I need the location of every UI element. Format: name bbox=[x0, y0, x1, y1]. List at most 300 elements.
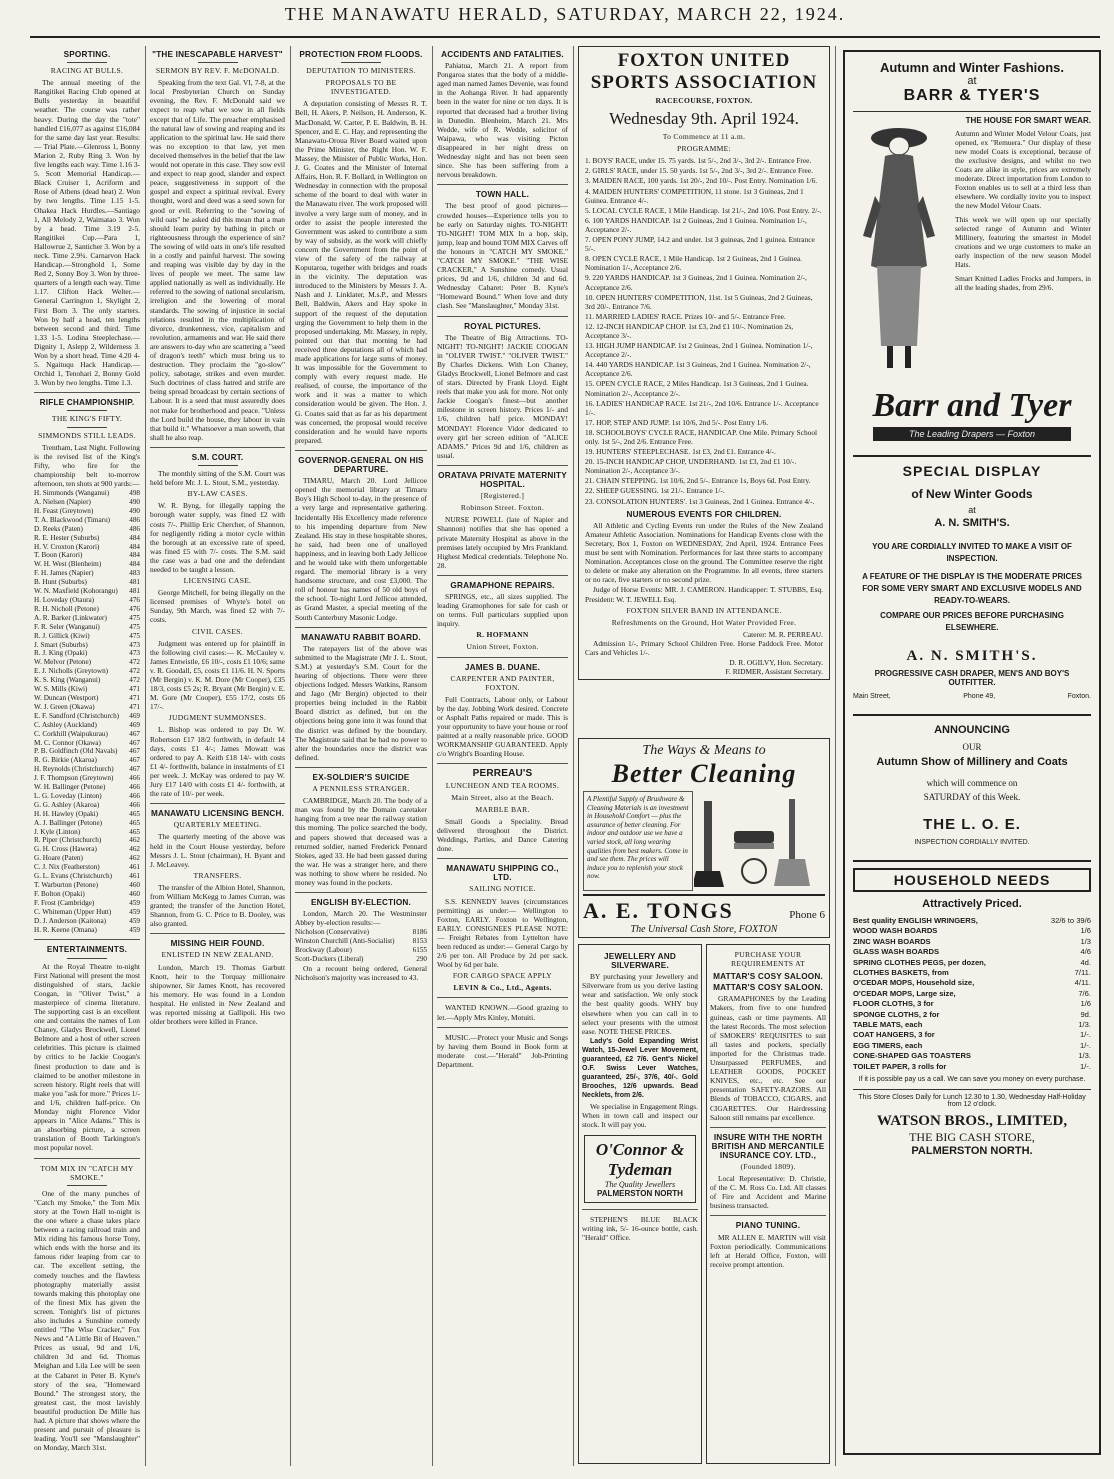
oconnor-name: O'Connor & Tydeman bbox=[595, 1139, 685, 1179]
smith-foxton: Foxton. bbox=[1067, 693, 1091, 700]
column-divider bbox=[835, 46, 836, 1466]
column-floods bbox=[295, 46, 427, 1466]
shooter-name: H. Loveday (Otaura) bbox=[34, 596, 95, 604]
shooter-name: C. J. Nix (Featherston) bbox=[34, 863, 100, 872]
shooter-row bbox=[34, 810, 140, 819]
needs-item-name: WOOD WASH BOARDS bbox=[853, 926, 938, 936]
shooter-row bbox=[34, 908, 140, 917]
levin-agents: LEVIN & Co., Ltd., Agents. bbox=[453, 983, 552, 993]
announcing-heading: ANNOUNCING bbox=[934, 724, 1010, 736]
programme-item: 18. SCHOOLBOYS' CYCLE RACE, HANDICAP. One Mile. Primary School only. 1st 5/-, 2nd 2/6. Entrance Free. bbox=[585, 427, 818, 446]
shooter-name: D. Reeks (Paten) bbox=[34, 524, 83, 533]
insurance-heading: INSURE WITH THE NORTH BRITISH AND MERCANTILE INSURANCE COY. LTD., bbox=[711, 1132, 825, 1160]
shooter-row bbox=[34, 516, 140, 525]
rule bbox=[198, 465, 238, 466]
draper-text: PROGRESSIVE CASH DRAPER, MEN'S AND BOY'S OUTFITTER. bbox=[874, 669, 1070, 687]
candidate-value: 290 bbox=[416, 955, 427, 964]
judgment-heading: JUDGMENT SUMMONSES. bbox=[168, 713, 267, 723]
programme-item: 12. 12-INCH HANDICAP CHOP. 1st £3, 2nd £1 10/-. Nomination 2s, Acceptance 3/-. bbox=[585, 321, 794, 340]
sermon-subheading: SERMON BY REV. F. McDONALD. bbox=[155, 66, 280, 76]
piano-copy: MR ALLEN E. MARTIN will visit Foxton periodically. Communications left at Herald Office, Foxton, will receive prompt attention. bbox=[710, 1232, 826, 1269]
shooter-value: 486 bbox=[129, 524, 140, 533]
licensing-bench-heading: MANAWATU LICENSING BENCH. bbox=[150, 809, 285, 819]
programme-item: 19. HUNTERS' STEEPLECHASE. 1st £3, 2nd £1. Entrance 4/-. bbox=[585, 447, 776, 457]
barr-tyer-column bbox=[843, 50, 1101, 1455]
rule bbox=[198, 62, 238, 63]
shooter-value: 467 bbox=[129, 738, 140, 747]
velour-coats-copy: Autumn and Winter Model Velour Coats, just opened, ex "Remuera." Our display of these new model Coats is exceptional, because of the exclusive designs, and whilst no two Coats are alike in style, prices are extremely moderate. Direct importation from London to Foxton enables us to sell at a third less than elsewhere. We cordially invite you to inspect the new Model Velour Coats. bbox=[955, 129, 1091, 210]
programme-item: 9. 220 YARDS HANDICAP. 1st 3 Guineas, 2nd 1 Guinea. Nomination 2/-, Acceptance 2/6. bbox=[585, 273, 807, 292]
shooter-value: 472 bbox=[129, 676, 140, 685]
better-cleaning-heading: Better Cleaning bbox=[611, 759, 797, 788]
shooter-row bbox=[34, 569, 140, 578]
separator bbox=[710, 1127, 826, 1128]
palmerston-north: PALMERSTON NORTH bbox=[597, 1188, 683, 1198]
shooter-name: R. J. Gillick (Kiwi) bbox=[34, 631, 90, 640]
programme-item: 5. LOCAL CYCLE RACE, 1 Mile Handicap. 1st 21/-, 2nd 10/6. Post Entry. 2/-. bbox=[585, 205, 822, 215]
shooter-row bbox=[34, 623, 140, 632]
shooter-name: R. Piper (Christchurch) bbox=[34, 836, 102, 845]
mattar-title-1: MATTAR'S COSY SALOON. bbox=[713, 972, 823, 982]
shooter-value: 461 bbox=[129, 872, 140, 881]
shooter-row bbox=[34, 667, 140, 676]
needs-item-value: 1/3. bbox=[1078, 1051, 1091, 1061]
shooter-row bbox=[34, 525, 140, 534]
programme-item: 1. BOYS' RACE, under 15. 75 yards. 1st 5/-, 2nd 3/-, 3rd 2/-. Entrance Free. bbox=[585, 156, 812, 166]
separator bbox=[150, 803, 285, 804]
racing-heading: RACING AT BULLS. bbox=[50, 66, 124, 76]
shooter-row bbox=[34, 828, 140, 837]
programme-item: 11. MARRIED LADIES' RACE. Prizes 10/- and 5/-. Entrance Free. bbox=[585, 311, 786, 321]
ways-means-heading: The Ways & Means to bbox=[642, 743, 766, 758]
smith-name-large: A. N. SMITH'S. bbox=[906, 648, 1038, 664]
band-text: FOXTON SILVER BAND IN ATTENDANCE. bbox=[626, 605, 782, 615]
shooter-row bbox=[34, 890, 140, 899]
needs-item-row bbox=[853, 926, 1091, 936]
shooter-value: 475 bbox=[129, 622, 140, 631]
fashion-figure-illustration bbox=[853, 116, 949, 381]
entertainments-article: At the Royal Theatre to-night First National will present the most distinguished of stars, Jackie Coogan, in "Oliver Twist," a masterpiece of cinema literature. The supporting cast is an excellent one and contains the names of Lon Chaney, Gladys Brockwell, Lionel Belmore and a host of other screen celebrities. This picture is claimed by critics to be Jackie Coogan's finest production to date and is claimed to be another milestone in screen history. Right reels that will make you "ask for more." Prices 1/- and 1/6, children half-price. On Monday night Florence Vidor appears in "Alice Adams." This is an absorbing picture, a screen translation of Booth Tarkington's most popular novel. bbox=[34, 961, 140, 1153]
gramophone-signature: R. HOFMANN bbox=[476, 630, 529, 640]
shooter-name: T. A. Blackwood (Timaru) bbox=[34, 515, 111, 524]
shooter-row bbox=[34, 614, 140, 623]
shooter-row bbox=[34, 649, 140, 658]
accidents-article: Pahiatua, March 21. A report from Pongaroa states that the body of a middle-aged man named James Devenie, was found in the Aohanga River. It had apparently been in the water for nine or ten days. It is reported that deceased had a brother living in Dunedin. Blenheim, March 21. Mrs Wedde, wife of R. Wedde, solicitor of Waipawa, who was visiting Picton disappeared in her night dress on Wednesday night and has not been seen since. She has been suffering from a nervous breakdown. bbox=[437, 61, 568, 180]
needs-item-value: 9d. bbox=[1080, 1009, 1091, 1019]
rifle-heading: RIFLE CHAMPIONSHIP. bbox=[39, 398, 135, 408]
shooters-list bbox=[34, 489, 140, 934]
shooter-value: 460 bbox=[129, 881, 140, 889]
shooter-name: J. Smart (Suburbs) bbox=[34, 640, 88, 649]
programme-item: 14. 440 YARDS HANDICAP. 1st 3 Guineas, 2nd 1 Guinea. Nomination 2/-, Acceptance 2/6. bbox=[585, 360, 811, 379]
shooter-value: 466 bbox=[129, 783, 140, 792]
shooter-name: G. G. Ashley (Akaroa) bbox=[34, 800, 100, 809]
tongs-copy: A Plentiful Supply of Brushware & Cleaning Materials is an investment in Household Comfort — plus the assurance of better cleaning. For indoor and outdoor use we have a varied stock, all long wearing qualities from best makers. Come in and see them. The prices will induce you to replenish your stock now. bbox=[583, 791, 693, 891]
missing-heir-subheading: ENLISTED IN NEW ZEALAND. bbox=[161, 950, 274, 960]
programme-item: 15. OPEN CYCLE RACE, 2 Miles Handicap. 1st 3 Guineas, 2nd 1 Guinea. Nomination 2/-, Acceptance 2/-. bbox=[585, 379, 809, 398]
candidate-row bbox=[295, 946, 427, 955]
refreshments-text: Refreshments on the Ground, Hot Water Provided Free. bbox=[611, 617, 797, 627]
candidate-name: Brockway (Labour) bbox=[295, 946, 352, 955]
judgment-article: L. Bishop was ordered to pay Dr. W. Robertson £17 18/2 forthwith, in default 14 days, costs £1 4/-; James Mowatt was ordered to pay A. Keith £18 14/- with costs £1 4/- forthwith, balance in instalments of £1 per week. J. McKay was ordered to pay W. Jury £17 14/0 with costs £1 4/- forthwith, at the rate of 10/- per week. bbox=[150, 725, 285, 799]
needs-item-value: 32/6 to 39/6 bbox=[1050, 916, 1091, 925]
programme-item: 22. SHEEP GUESSING. 1st 21/-. Entrance 1/-. bbox=[585, 486, 725, 496]
shooter-row bbox=[34, 836, 140, 845]
separator bbox=[437, 858, 568, 859]
kings-fifty-heading: THE KING'S FIFTY. bbox=[51, 414, 123, 424]
separator bbox=[582, 1209, 698, 1210]
needs-item-value: 1/6 bbox=[1080, 926, 1091, 936]
shooter-value: 472 bbox=[129, 658, 140, 667]
smcourt-intro: The monthly sitting of the S.M. Court was held before Mr. J. L. Stout, S.M., yesterday. bbox=[150, 469, 285, 488]
shooter-value: 466 bbox=[129, 791, 140, 800]
shooter-name: B. Hunt (Suburbs) bbox=[34, 578, 87, 587]
millinery-copy: This week we will open up our specially selected range of Autumn and Winter Millinery, featuring the smartest in Model creations and we urge customers to make an early inspection of the new season Model Hats. bbox=[955, 215, 1091, 269]
shooter-name: F. Frost (Cambridge) bbox=[34, 898, 95, 907]
programme-item: 4. MAIDEN HUNTERS' COMPETITION, 11 stone. 1st 3 Guineas, 2nd 1 Guinea. Entrance 4/-. bbox=[585, 186, 804, 205]
floods-subheading-2: PROPOSALS TO BE INVESTIGATED. bbox=[325, 78, 397, 97]
rules-text: All Athletic and Cycling Events run under the Rules of the New Zealand Amateur Athletic Association. Nominations for Handicap Events close with the Secretary, Box 1, Foxton on WEDNESDAY, 2nd April, 1924. Entrance Fees must be sent with Nomination. Performances for last three starts to accompany Nomination. Acceptances close on the ground. The Committee reserve the right to delete or make any alteration on the Programme. In all events, three starters or no race, five starters or no second prize. bbox=[585, 520, 823, 585]
needs-item-row bbox=[853, 958, 1091, 968]
licensing-heading: LICENSING CASE. bbox=[183, 576, 252, 586]
racecourse-label: RACECOURSE, FOXTON. bbox=[655, 96, 753, 105]
shooter-row bbox=[34, 926, 140, 935]
perreau-address: Main Street, also at the Beach. bbox=[451, 792, 554, 802]
shooter-row bbox=[34, 819, 140, 828]
shipping-subheading: SAILING NOTICE. bbox=[469, 884, 536, 894]
candidate-row bbox=[295, 937, 427, 946]
autumn-show-heading: Autumn Show of Millinery and Coats bbox=[876, 756, 1068, 768]
shooter-row bbox=[34, 676, 140, 685]
rule bbox=[853, 111, 1091, 112]
shooter-row bbox=[34, 739, 140, 748]
shooter-name: H. R. Keene (Omana) bbox=[34, 925, 97, 934]
needs-item-name: ZINC WASH BOARDS bbox=[853, 936, 931, 946]
mop-handle-icon bbox=[789, 799, 795, 859]
candidate-row bbox=[295, 928, 427, 937]
perreau-heading: PERREAU'S bbox=[472, 768, 533, 780]
needs-item-row bbox=[853, 916, 1091, 926]
shooter-row bbox=[34, 845, 140, 854]
shooter-name: W. H. West (Blenheim) bbox=[34, 560, 102, 569]
shooter-row bbox=[34, 605, 140, 614]
needs-item-value: 1/-. bbox=[1080, 1030, 1091, 1040]
shooter-name: W. N. Maxfield (Kohorangu) bbox=[34, 587, 118, 596]
shooter-row bbox=[34, 863, 140, 872]
needs-item-value: 1/6 bbox=[1080, 999, 1091, 1009]
needs-item-row bbox=[853, 999, 1091, 1009]
needs-item-name: COAT HANGERS, 3 for bbox=[853, 1030, 935, 1040]
sporting-heading: SPORTING. bbox=[63, 50, 111, 59]
watson-name: WATSON BROS., LIMITED, bbox=[876, 1113, 1068, 1130]
shooter-name: C. Ashley (Auckland) bbox=[34, 720, 97, 729]
column-divider bbox=[432, 46, 433, 1466]
shooter-value: 486 bbox=[129, 515, 140, 524]
sports-association-ad bbox=[578, 46, 830, 680]
programme-item: 3. MAIDEN RACE, 100 yards. 1st 20/-, 2nd 10/-. Post Entry. Nomination 1/6. bbox=[585, 176, 818, 186]
closing-hours: This Store Closes Daily for Lunch 12.30 to 1.30, Wednesday Half-Holiday from 12 o'clock. bbox=[853, 1089, 1091, 1108]
licensing-bench-article: The quarterly meeting of the above was held in the Court House yesterday, before Messrs J. L. Stout (chairman), H. Byant and J. McLeavey. bbox=[150, 832, 285, 869]
needs-item-row bbox=[853, 978, 1091, 988]
engagement-rings: We specialise in Engagement Rings. When in town call and inspect our stock. It will pay you. bbox=[582, 1101, 698, 1129]
inspection-invited: INSPECTION CORDIALLY INVITED. bbox=[914, 839, 1030, 846]
attractively-priced: Attractively Priced. bbox=[922, 898, 1022, 910]
shooter-value: 469 bbox=[129, 711, 140, 720]
shooter-name: L. G. Loveday (Linton) bbox=[34, 791, 102, 800]
needs-item-name: CLOTHES BASKETS, from bbox=[853, 968, 949, 978]
shooter-row bbox=[34, 721, 140, 730]
needs-item-value: 1/3. bbox=[1078, 1020, 1091, 1030]
shooter-value: 459 bbox=[129, 925, 140, 934]
rule bbox=[67, 958, 107, 959]
separator bbox=[437, 1027, 568, 1028]
shooter-name: H. H. Hawley (Opaki) bbox=[34, 809, 99, 818]
hon-secretary: D. R. OGILVY, Hon. Secretary. bbox=[729, 658, 823, 668]
shooter-name: P. B. Goldfinch (Old Navals) bbox=[34, 747, 118, 756]
shooter-row bbox=[34, 596, 140, 605]
tongs-body bbox=[583, 791, 825, 891]
floods-article: A deputation consisting of Messrs R. T. Bell, H. Akers, P. Neilson, H. Anderson, K. MacDonald, W. Carter, P. E. Baldwin, B. H. Spencer, and E. C. Hay, and representing the Manawatu-Oroua River Board waited upon the Prime Minister, the Right Hon. W. F. Massey, the Minister of Public Works, Hon. J. G. Coates and the Minister of Internal Affairs, Hon. R. F. Bollard, in Wellington on Wednesday in connection with the proposal scheme of the board to deal with water in the Manawatu river. The work proposed will involve a very large sum of money, and in order to assist the people interested the Government was asked to contribute a sum by way of subsidy, as the work will chiefly concern the Government from the point of view of the safety of the railway at Koputaroa, together with bridges and roads in the vicinity. The deputation was introduced to the Ministers by Messrs J. A. Nash and J. Linklater, M.s.P., and Messrs Bell, Baldwin, Akers and Hay spoke in support of the request of the deputation urging the Government to help them in the proposed undertaking. Mr. Massey, in reply, pointed out that that morning he had received three deputations all of which had made applications for large sums of money. It was impossible for the Government to comply with every request made. He realised, of course, the importance of the work and it was a matter to which consideration would be given. The Hon. J. G. Coates said that as far as his department was concerned, the proposal would receive consideration and he would have reports prepared. bbox=[295, 99, 427, 445]
separator bbox=[710, 1215, 826, 1216]
shipping-heading: MANAWATU SHIPPING CO., LTD. bbox=[446, 864, 559, 883]
shooter-value: 467 bbox=[129, 756, 140, 765]
loe-name: THE L. O. E. bbox=[923, 816, 1021, 833]
civil-article: Judgment was entered up for plaintiff in the following civil cases:— K. McCauley v. James Entwistle, £6 10/-, costs £1 10/6; same v. R. Goodall, £5, costs £1 11/6. H. N. Sports (Mr Bergin) v. K. M. Dore (Mr Cooper), £35 18/3, costs £5 2s; R. Bryant (Mr Bergin) v. E. M. Gore (Mr Cooper), £55 17/2, costs £6 17/-. bbox=[150, 638, 285, 712]
shooter-row bbox=[34, 578, 140, 587]
separator bbox=[437, 575, 568, 576]
perreau-subheading: LUNCHEON AND TEA ROOMS. bbox=[445, 780, 560, 790]
event-date: Wednesday 9th. April 1924. bbox=[609, 109, 799, 129]
harvest-heading: "THE INESCAPABLE HARVEST" bbox=[152, 50, 283, 59]
shooter-row bbox=[34, 783, 140, 792]
asst-secretary: F. RIDMER, Assistant Secretary. bbox=[725, 667, 823, 677]
shooter-value: 459 bbox=[129, 916, 140, 925]
civil-heading: CIVIL CASES. bbox=[192, 626, 243, 636]
shooter-name: R. G. Birkie (Akaroa) bbox=[34, 756, 97, 765]
rule bbox=[67, 1185, 107, 1186]
needs-item-name: O'CEDAR MOPS, Large size, bbox=[853, 988, 956, 998]
entertainments-heading: ENTERTAINMENTS. bbox=[46, 945, 128, 955]
column-sporting bbox=[34, 46, 140, 1466]
big-cash-store: THE BIG CASH STORE, bbox=[909, 1130, 1035, 1145]
shooter-row bbox=[34, 534, 140, 543]
transfers-article: The transfer of the Albion Hotel, Shannon, from William McKegg to James Curran, was granted; the transfer of the Junction Hotel, Shannon, from G. C. Price to B. Dooley, was also granted. bbox=[150, 882, 285, 929]
gramophone-heading: GRAMAPHONE REPAIRS. bbox=[450, 580, 555, 590]
face-icon bbox=[889, 137, 909, 155]
programme-item: 21. CHAIN STEPPING. 1st 10/6, 2nd 5/-. Entrance 1s, Boys 6d. Post Entry. bbox=[585, 476, 811, 486]
rifle-intro: Trentham, Last Night. Following is the revised list of the King's Fifty, who fire for the championship belt to-morrow afternoon, ten shots at 900 yards:— bbox=[34, 442, 140, 489]
insurance-copy: Local Representative: D. Christie, of the C. M. Ross Co. Ltd. All classes of Fire and Accident and Marine business transacted. bbox=[710, 1174, 826, 1211]
shooter-value: 484 bbox=[129, 560, 140, 569]
shooter-value: 467 bbox=[129, 765, 140, 774]
shooter-value: 484 bbox=[129, 542, 140, 551]
shooter-row bbox=[34, 917, 140, 926]
shooter-name: H. Simmonds (Wanganui) bbox=[34, 489, 110, 498]
caterer-text: Caterer: M. R. PERREAU. bbox=[742, 629, 823, 639]
shooter-row bbox=[34, 489, 140, 498]
shooter-name: R. E. Hester (Suburbs) bbox=[34, 533, 100, 542]
tongs-ad bbox=[578, 738, 830, 938]
byelection-intro: London, March 20. The Westminster Abbey by-election results:— bbox=[295, 909, 427, 928]
needs-item-name: EGG TIMERS, each bbox=[853, 1040, 923, 1050]
barr-tyer-script-logo: Barr and Tyer bbox=[872, 387, 1072, 424]
gramophone-address: Union Street, Foxton. bbox=[466, 642, 539, 652]
broom-head-icon bbox=[694, 871, 724, 887]
quality-jewellers: The Quality Jewellers bbox=[604, 1179, 676, 1189]
leading-drapers-banner: The Leading Drapers — Foxton bbox=[873, 427, 1071, 441]
needs-item-value: 1/-. bbox=[1080, 1061, 1091, 1071]
duane-heading: JAMES B. DUANE. bbox=[464, 662, 541, 672]
needs-item-name: TABLE MATS, each bbox=[853, 1020, 923, 1030]
needs-item-row bbox=[853, 968, 1091, 978]
shooter-row bbox=[34, 543, 140, 552]
separator bbox=[34, 939, 140, 940]
shooter-value: 465 bbox=[129, 809, 140, 818]
mattar-ad bbox=[706, 944, 830, 1464]
shooter-name: F. Bolton (Opaki) bbox=[34, 889, 85, 898]
shooter-name: W. Melvor (Petone) bbox=[34, 658, 92, 667]
needs-list bbox=[853, 916, 1091, 1072]
jewellery-copy: BY purchasing your Jewellery and Silverware from us you derive lasting wear and satisfaction. We only stock the best quality goods. WHY buy elsewhere when you can call in to select your presents with the utmost ease. NOTE THESE PRICES. bbox=[582, 972, 698, 1036]
shooter-row bbox=[34, 658, 140, 667]
programme-item: 10. OPEN HUNTERS' COMPETITION, 11st. 1st 5 Guineas, 2nd 2 Guineas, 3rd 20/-. Entrance 7/6. bbox=[585, 292, 813, 311]
royal-heading: ROYAL PICTURES. bbox=[464, 321, 541, 331]
feature-text: A FEATURE OF THE DISPLAY IS THE MODERATE PRICES FOR SOME VERY SMART AND EXCLUSIVE MODELS AND READY-TO-WEARS. bbox=[862, 572, 1082, 605]
special-display-heading: SPECIAL DISPLAY bbox=[902, 463, 1042, 479]
tongs-phone: Phone 6 bbox=[789, 909, 825, 921]
programme-item: 20. 15-INCH HANDICAP CHOP, UNDERHAND. 1st £3, 2nd £1 10/-. Nomination 2/-, Acceptance 3/-. bbox=[585, 457, 797, 476]
townhall-heading: TOWN HALL. bbox=[475, 190, 530, 200]
shooter-name: M. C. Connor (Okawa) bbox=[34, 738, 101, 747]
shoe-icon bbox=[905, 346, 911, 368]
shooter-value: 473 bbox=[129, 649, 140, 658]
candidate-name: Winston Churchill (Anti-Socialist) bbox=[295, 937, 395, 946]
scrub-brush-icon bbox=[734, 831, 774, 843]
shooter-value: 484 bbox=[129, 551, 140, 560]
shooter-name: A. J. Ballinger (Petone) bbox=[34, 818, 103, 827]
needs-item-row bbox=[853, 1062, 1091, 1072]
column-divider bbox=[573, 46, 574, 1466]
music-notice: MUSIC.—Protect your Music and Songs by having them Bound in Book form at moderate cost.—"Herald" Job-Printing Department. bbox=[437, 1032, 568, 1069]
candidate-value: 6155 bbox=[412, 946, 427, 955]
floods-subheading: DEPUTATION TO MINISTERS. bbox=[306, 66, 416, 76]
needs-item-name: GLASS WASH BOARDS bbox=[853, 947, 940, 957]
shooter-name: C. Whiteman (Upper Hutt) bbox=[34, 907, 112, 916]
programme-item: 23. CONSOLATION HUNTERS'. 1st 3 Guineas, 2nd 1 Guinea. Entrance 4/-. bbox=[585, 496, 815, 506]
duane-ad: Full Contracts, Labour only, or Labour by the day. Jobbing Work desired. Concrete or Asphalt Paths repaired or made. This is your opportunity to have your house or roof painted at a really reasonable price. GOOD WORKMANSHIP GUARANTEED. Apply c/o Wright's Boarding House. bbox=[437, 694, 568, 759]
marble-bar: MARBLE BAR. bbox=[475, 804, 530, 814]
shooter-row bbox=[34, 872, 140, 881]
oratava-heading: ORATAVA PRIVATE MATERNITY HOSPITAL. bbox=[438, 470, 567, 490]
separator bbox=[150, 933, 285, 934]
column-sermon bbox=[150, 46, 285, 1466]
smith-ad bbox=[853, 455, 1091, 700]
tongs-name: A. E. TONGS bbox=[583, 898, 734, 923]
oconnor-logo bbox=[584, 1135, 696, 1203]
governor-heading: GOVERNOR-GENERAL ON HIS DEPARTURE. bbox=[298, 455, 424, 475]
mattar-title-2: MATTAR'S COSY SALOON. bbox=[713, 983, 823, 993]
smith-phone: Phone 49, bbox=[963, 693, 996, 700]
shooter-row bbox=[34, 641, 140, 650]
needs-item-name: FLOOR CLOTHS, 3 for bbox=[853, 999, 934, 1009]
rule bbox=[67, 410, 107, 411]
needs-item-name: O'CEDAR MOPS, Household size, bbox=[853, 978, 975, 988]
programme-list bbox=[585, 156, 823, 505]
winter-goods-heading: of New Winter Goods bbox=[911, 487, 1033, 501]
brushes-illustration bbox=[694, 791, 824, 891]
shooter-row bbox=[34, 881, 140, 890]
shooter-row bbox=[34, 774, 140, 783]
scrub-bristles-icon bbox=[734, 843, 774, 849]
perreau-ad: Small Goods a Speciality. Bread delivered throughout the District. Weddings, Parties, and Dance Catering done. bbox=[437, 816, 568, 854]
shooter-name: R. J. King (Opaki) bbox=[34, 649, 88, 658]
separator bbox=[437, 184, 568, 185]
needs-item-value: 1/3 bbox=[1080, 936, 1091, 946]
shooter-value: 471 bbox=[129, 702, 140, 711]
skirt-icon bbox=[877, 266, 921, 346]
separator bbox=[295, 767, 427, 768]
transfers-heading: TRANSFERS. bbox=[193, 870, 242, 880]
candidate-name: Nicholson (Conservative) bbox=[295, 928, 370, 937]
tom-mix-article: One of the many punches of "Catch my Smoke," the Tom Mix story at the Town Hall to-night is the one where a chase takes place between a racing railroad train and Mix riding his famous horse Tony, which ends with the horse and its famous rider leaping from car to car. The excellent setting, the comedy touches and the flawless photography materially assist towards making this photoplay one of the finest Mix has given the screen. Tonight's list of pictures also includes a Sunshine comedy entitled "The Wise Cracker," Fox News and "A Little Bit of Heaven." Prices as usual, 9d and 1/6, children 3d and 6d. Thomas Meighan and Lila Lee will be seen at the Cabaret in Peter B. Kyne's story of the sea, "Homeward Bound." The strongest story, the greatest cast, the most lavishly beautiful production De Mille has had. A picture that shows where the present and pursuit of pleasure is leading. You'll see "Manslaughter" on Monday, March 31st. bbox=[34, 1188, 140, 1453]
velour-coat-icon bbox=[871, 154, 927, 271]
racing-article: The annual meeting of the Rangitikei Racing Club opened at Bulls yesterday in beautiful weather. The course was rather heavy. During the day the "tote" handled £16,077 as against £16,084 for the same day last year. Results:— Trial Plate.—Glenross 1, Bonny Marion 2, Ruby Ring 3. Won by five lengths each way. Time 1.16 3-5. Scott Memorial Handicap.—Black Cruiser 1, Acriform and Rose of Athens (dead heat) 2. Won by two lengths. Time 1.15 1-5. Ohakea Hack Hurdles.—Santiago 1, All Melody 2, Waimatao 3. Won by a head. Time 3.19 2-5. Rangitikei Cup.—Para 1, Hallowrue 2, Santicher 3. Won by a neck. Time 2.9¾. Carnarvon Hack Handicap.—Stronghold 1, Some Red 2, Sonny Boy 3. Won by three-quarters of a length each way. Time 1.17. Clifton Hack Welter.—General Carrington 1, Skylight 2, First Born 3. The only starters. Won by half a head, ten lengths between second and third. Time 1.33 1-5. Lodina Steeplechase.—Dignity 1, Aslepp 2, Wilderness 3. Won by a short head. Time 4.20 4-5. Ngaituqu Hack Handicap.—Orchid 1, Tenohari 2, Bonny Gold 3. Won by two lengths. Time 1.3. bbox=[34, 78, 140, 388]
programme-item: 7. OPEN PONY JUMP, 14.2 and under. 1st 3 guineas, 2nd 1 guinea. Entrance 5/-. bbox=[585, 235, 815, 254]
oratava-registered: [Registered.] bbox=[480, 491, 525, 501]
needs-item-row bbox=[853, 1030, 1091, 1040]
shooter-name: A. R. Barker (Linkwater) bbox=[34, 613, 107, 622]
shooter-value: 483 bbox=[129, 569, 140, 578]
shooter-value: 466 bbox=[129, 774, 140, 783]
needs-item-row bbox=[853, 1020, 1091, 1030]
bucket-icon bbox=[742, 859, 766, 883]
shoe-icon bbox=[887, 346, 893, 368]
needs-item-value: 4d. bbox=[1080, 957, 1091, 967]
shooter-name: W. S. Mills (Kiwi) bbox=[34, 685, 88, 694]
shooter-value: 475 bbox=[129, 631, 140, 640]
shooter-value: 462 bbox=[129, 854, 140, 863]
shooter-row bbox=[34, 765, 140, 774]
separator bbox=[437, 465, 568, 466]
saturday-text: SATURDAY of this Week. bbox=[923, 792, 1021, 802]
royal-ad: The Theatre of Big Attractions. TO-NIGHT! TO-NIGHT! JACKIE COOGAN in "OLIVER TWIST." "OLIVER TWIST." By Charles Dickens. With Lon Chaney, Gladys Brockwell, Lionel Belmore and cast of stars. Directed by Frank Lloyd. Eight reels that make you ask for more. Not only Jackie Coogan's finest—but another milestone in screen history. Prices 1/- and 1/6, children half price. MONDAY! MONDAY! Florence Vidor dedicated to every girl her screen edition of "ALICE ADAMS." Prices 9d and 1/6, children as usual. bbox=[437, 332, 568, 460]
admission-text: Admission 1/-, Primary School Children Free. Horse Paddock Free. Motor Cars and Vehicles 1/-. bbox=[585, 638, 823, 657]
separator bbox=[295, 892, 427, 893]
bylaw-article: W. R. Byng, for illegally tapping the borough water supply, was fined £2 with costs 7/-. Phillip Eric Chercher, of Shannon, for negligently riding a motor cycle within the borough at an excessive rate of speed, was fined £5 with 7/- costs. The S.M. said the case was a bad one and the defendant needed to be taught a lesson. bbox=[150, 501, 285, 574]
simmonds-heading: SIMMONDS STILL LEADS. bbox=[38, 430, 136, 440]
shooter-name: G. Hoare (Paten) bbox=[34, 854, 83, 863]
shooter-name: W. H. Ballinger (Petone) bbox=[34, 783, 106, 792]
shooter-row bbox=[34, 507, 140, 516]
shooter-row bbox=[34, 703, 140, 712]
shooter-value: 475 bbox=[129, 613, 140, 622]
programme-item: 8. OPEN CYCLE RACE, 1 Mile Handicap. 1st 2 Guineas, 2nd 1 Guinea. Nomination 1/-, Acceptance 2/6. bbox=[585, 254, 802, 273]
shooter-row bbox=[34, 792, 140, 801]
watson-ad bbox=[853, 860, 1091, 1157]
shooter-name: A. Nielsen (Napier) bbox=[34, 498, 91, 507]
candidate-row bbox=[295, 955, 427, 964]
shooter-name: W. Duncan (Westport) bbox=[34, 693, 99, 702]
rabbit-board-heading: MANAWATU RABBIT BOARD. bbox=[301, 632, 421, 642]
shooter-value: 459 bbox=[129, 907, 140, 916]
byelection-results bbox=[295, 928, 427, 964]
frocks-copy: Smart Knitted Ladies Frocks and Jumpers, in all the leading shades, from 29/6. bbox=[955, 274, 1091, 292]
separator bbox=[295, 450, 427, 451]
barr-copy bbox=[949, 116, 1091, 381]
separator bbox=[295, 627, 427, 628]
barr-body bbox=[853, 116, 1091, 381]
shooter-value: 471 bbox=[129, 693, 140, 702]
